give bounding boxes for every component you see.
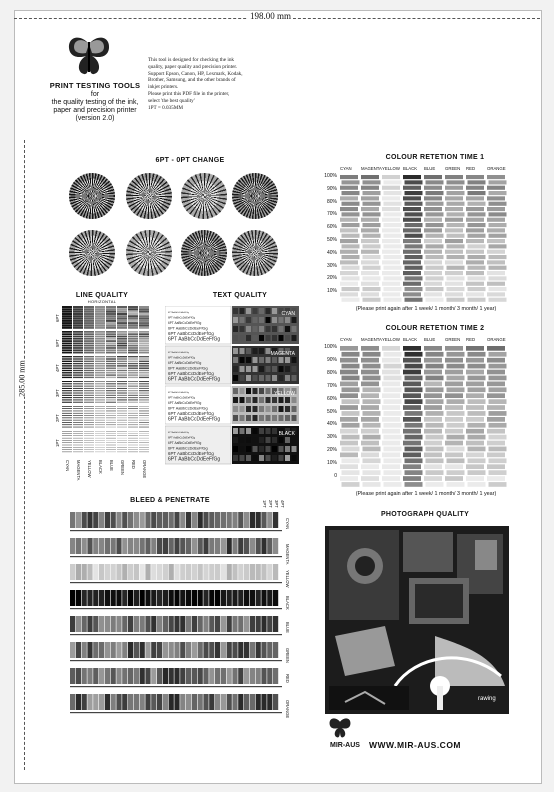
- footer-url: WWW.MIR-AUS.COM: [369, 740, 462, 750]
- retention-color-label: ORANGE: [487, 166, 506, 171]
- svg-text:6PT AaBbCcDdEeFfGg: 6PT AaBbCcDdEeFfGg: [168, 432, 189, 434]
- bleed-color-label: GREEN: [285, 648, 290, 663]
- retention-percent-tick: 20%: [326, 275, 337, 282]
- photograph-sample: [325, 526, 509, 714]
- butterfly-footer-icon: [328, 716, 352, 740]
- bleed-pt-label: 1PT: [262, 500, 267, 508]
- retention-percent-tick: 10%: [326, 288, 337, 295]
- retention-color-label: BLUE: [424, 166, 436, 171]
- line-quality-color-label: GREEN: [120, 460, 125, 475]
- line-quality-grid: [62, 306, 152, 458]
- bleed-color-label: BLUE: [285, 622, 290, 633]
- retention-percent-tick: 80%: [326, 198, 337, 205]
- header-subtitle-1: for: [90, 91, 100, 98]
- pt-change-circle: [126, 230, 172, 276]
- line-quality-color-label: BLACK: [98, 460, 103, 474]
- retention-percent-tick: 10%: [326, 460, 337, 467]
- svg-text:6PT AaBbCcDdEeFfGg: 6PT AaBbCcDdEeFfGg: [168, 441, 202, 445]
- retention-color-label: BLUE: [424, 337, 436, 342]
- text-quality-panel: [165, 306, 299, 466]
- retention-color-label: RED: [466, 166, 476, 171]
- retention-percent-tick: 30%: [326, 434, 337, 441]
- bleed-pt-label: 2PT: [268, 500, 273, 508]
- retention-color-label: CYAN: [340, 337, 352, 342]
- svg-text:6PT AaBbCcDdEeFfGg: 6PT AaBbCcDdEeFfGg: [168, 396, 196, 400]
- svg-text:6PT AaBbCcDdEeFfGg: 6PT AaBbCcDdEeFfGg: [168, 312, 189, 314]
- retention-percent-tick: 100%: [324, 173, 337, 179]
- info-line: select 'the best quality': [148, 97, 195, 104]
- bleed-title: BLEED & PENETRATE: [130, 497, 210, 504]
- bleed-grid: [70, 512, 282, 718]
- retention-percent-tick: 90%: [326, 185, 337, 192]
- pt-change-circle: [181, 230, 227, 276]
- line-quality-pt-label: 5PT: [55, 339, 60, 347]
- photo-title: PHOTOGRAPH QUALITY: [380, 511, 470, 518]
- retention-color-label: YELLOW: [382, 337, 400, 342]
- line-quality-pt-label: 6PT: [55, 314, 60, 322]
- text-quality-swatch-label: YELLOW: [274, 391, 295, 397]
- retention-percent-tick: 40%: [326, 249, 337, 256]
- svg-text:6PT AaBbCcDdEeFfGg: 6PT AaBbCcDdEeFfGg: [168, 416, 221, 423]
- butterfly-logo-icon: [66, 34, 112, 78]
- line-quality-subheading: HORIZONTAL: [87, 299, 117, 304]
- svg-text:6PT AaBbCcDdEeFfGg: 6PT AaBbCcDdEeFfGg: [168, 392, 189, 394]
- retention-color-label: MAGENTA: [361, 166, 382, 171]
- svg-text:6PT AaBbCcDdEeFfGg: 6PT AaBbCcDdEeFfGg: [168, 321, 202, 325]
- retention-percent-tick: 60%: [326, 224, 337, 231]
- header-subtitle-2: the quality testing of the ink,: [51, 99, 139, 106]
- line-quality-pt-label: 2PT: [55, 414, 60, 422]
- line-quality-color-label: CYAN: [65, 460, 70, 472]
- photo-caption-word: rawing: [478, 696, 496, 702]
- retention1-caption: (Please print again after 1 week/ 1 month/ 3 month/ 1 year): [355, 306, 497, 312]
- retention-percent-tick: 90%: [326, 356, 337, 363]
- text-quality-swatch-label: CYAN: [281, 311, 295, 317]
- svg-text:6PT AaBbCcDdEeFfGg: 6PT AaBbCcDdEeFfGg: [168, 406, 208, 411]
- info-line: 1PT = 0.035MM: [148, 104, 183, 111]
- line-quality-color-label: ORANGE: [142, 460, 147, 479]
- line-quality-heading: LINE QUALITY: [75, 292, 129, 299]
- retention2-grid: [340, 346, 508, 488]
- svg-text:6PT AaBbCcDdEeFfGg: 6PT AaBbCcDdEeFfGg: [168, 356, 196, 360]
- info-line: Please print this PDF file in the printer,: [148, 90, 230, 97]
- info-line: quality, paper quality and precision printer.: [148, 63, 238, 70]
- header-title: PRINT TESTING TOOLS: [49, 81, 141, 90]
- info-line: This tool is designed for checking the ink: [148, 57, 235, 63]
- svg-text:6PT AaBbCcDdEeFfGg: 6PT AaBbCcDdEeFfGg: [168, 326, 208, 331]
- pt-change-circle: [69, 230, 115, 276]
- svg-text:6PT AaBbCcDdEeFfGg: 6PT AaBbCcDdEeFfGg: [168, 352, 189, 354]
- line-quality-color-label: RED: [131, 460, 136, 469]
- text-quality-title: TEXT QUALITY: [212, 292, 268, 299]
- header-title-block: [40, 82, 150, 123]
- line-quality-color-label: MAGENTA: [76, 460, 81, 481]
- bleed-pt-label: 4PT: [280, 500, 285, 508]
- pt-change-circle: [232, 230, 278, 276]
- svg-text:6PT AaBbCcDdEeFfGg: 6PT AaBbCcDdEeFfGg: [168, 456, 221, 463]
- retention-percent-tick: 0: [334, 473, 337, 480]
- header-subtitle-4: (version 2.0): [75, 115, 115, 122]
- svg-text:6PT AaBbCcDdEeFfGg: 6PT AaBbCcDdEeFfGg: [168, 371, 214, 376]
- pt-change-circle: [126, 173, 172, 219]
- line-quality-pt-label: 3PT: [55, 389, 60, 397]
- retention-percent-tick: 30%: [326, 262, 337, 269]
- svg-text:6PT AaBbCcDdEeFfGg: 6PT AaBbCcDdEeFfGg: [168, 316, 196, 320]
- retention-color-label: YELLOW: [382, 166, 400, 171]
- retention-color-label: GREEN: [445, 166, 461, 171]
- retention-percent-tick: 50%: [326, 408, 337, 415]
- info-line: inkjet printers.: [148, 84, 179, 91]
- pt-change-circle: [181, 173, 227, 219]
- svg-text:6PT AaBbCcDdEeFfGg: 6PT AaBbCcDdEeFfGg: [168, 451, 214, 456]
- retention-color-label: MAGENTA: [361, 337, 382, 342]
- retention-percent-tick: 70%: [326, 211, 337, 218]
- retention-percent-tick: 40%: [326, 421, 337, 428]
- retention1-grid: [340, 175, 508, 303]
- bleed-pt-label: 3PT: [274, 500, 279, 508]
- header-info: [148, 57, 308, 111]
- svg-text:6PT AaBbCcDdEeFfGg: 6PT AaBbCcDdEeFfGg: [168, 331, 214, 336]
- svg-text:6PT AaBbCcDdEeFfGg: 6PT AaBbCcDdEeFfGg: [168, 336, 221, 343]
- svg-text:6PT AaBbCcDdEeFfGg: 6PT AaBbCcDdEeFfGg: [168, 366, 208, 371]
- width-dimension-label: 198.00 mm: [250, 11, 292, 21]
- retention1-title: COLOUR RETETION TIME 1: [385, 154, 485, 161]
- retention-percent-tick: 50%: [326, 237, 337, 243]
- retention-color-label: BLACK: [403, 166, 418, 171]
- info-line: Support Epson, Canon, HP, Lexmark, Kodak,: [148, 70, 243, 77]
- bleed-color-label: BLACK: [285, 596, 290, 610]
- bleed-color-label: RED: [285, 674, 290, 683]
- retention-percent-tick: 100%: [324, 344, 337, 350]
- header-subtitle-3: paper and precision printer: [53, 107, 137, 114]
- height-dimension-label: 285.00 mm: [17, 360, 27, 397]
- retention2-caption: (Please print again after 1 week/ 1 month/ 3 month/ 1 year): [355, 491, 497, 497]
- retention-color-label: CYAN: [340, 166, 352, 171]
- retention-percent-tick: 20%: [326, 447, 337, 454]
- svg-text:6PT AaBbCcDdEeFfGg: 6PT AaBbCcDdEeFfGg: [168, 446, 208, 451]
- svg-text:6PT AaBbCcDdEeFfGg: 6PT AaBbCcDdEeFfGg: [168, 361, 202, 365]
- retention-percent-tick: 70%: [326, 382, 337, 389]
- bleed-color-label: MAGENTA: [285, 544, 290, 565]
- svg-text:6PT AaBbCcDdEeFfGg: 6PT AaBbCcDdEeFfGg: [168, 376, 221, 383]
- pt-change-circle: [69, 173, 115, 219]
- pt-change-title: 6PT - 0PT CHANGE: [155, 157, 225, 164]
- retention2-title: COLOUR RETETION TIME 2: [385, 325, 485, 332]
- bleed-color-label: YELLOW: [285, 570, 290, 588]
- footer-brand: MIR-AUS: [330, 742, 360, 749]
- text-quality-swatch-label: MAGENTA: [270, 351, 295, 357]
- retention-percent-tick: 80%: [326, 369, 337, 376]
- line-quality-color-label: BLUE: [109, 460, 114, 471]
- retention-percent-tick: 60%: [326, 395, 337, 402]
- retention-color-label: ORANGE: [487, 337, 506, 342]
- bleed-color-label: ORANGE: [285, 700, 290, 719]
- line-quality-color-label: YELLOW: [87, 460, 92, 478]
- text-quality-swatch-label: BLACK: [278, 431, 295, 437]
- retention-color-label: GREEN: [445, 337, 461, 342]
- svg-text:6PT AaBbCcDdEeFfGg: 6PT AaBbCcDdEeFfGg: [168, 411, 214, 416]
- pt-change-circle: [232, 173, 278, 219]
- line-quality-pt-label: 4PT: [55, 364, 60, 372]
- svg-text:6PT AaBbCcDdEeFfGg: 6PT AaBbCcDdEeFfGg: [168, 401, 202, 405]
- line-quality-title: [52, 292, 152, 304]
- retention-color-label: BLACK: [403, 337, 418, 342]
- bleed-color-label: CYAN: [285, 518, 290, 530]
- info-line: Brother, Samsung, and the other brands of: [148, 77, 236, 84]
- line-quality-pt-label: 1PT: [55, 439, 60, 447]
- retention-color-label: RED: [466, 337, 476, 342]
- svg-text:6PT AaBbCcDdEeFfGg: 6PT AaBbCcDdEeFfGg: [168, 436, 196, 440]
- height-dimension-line: [24, 140, 26, 770]
